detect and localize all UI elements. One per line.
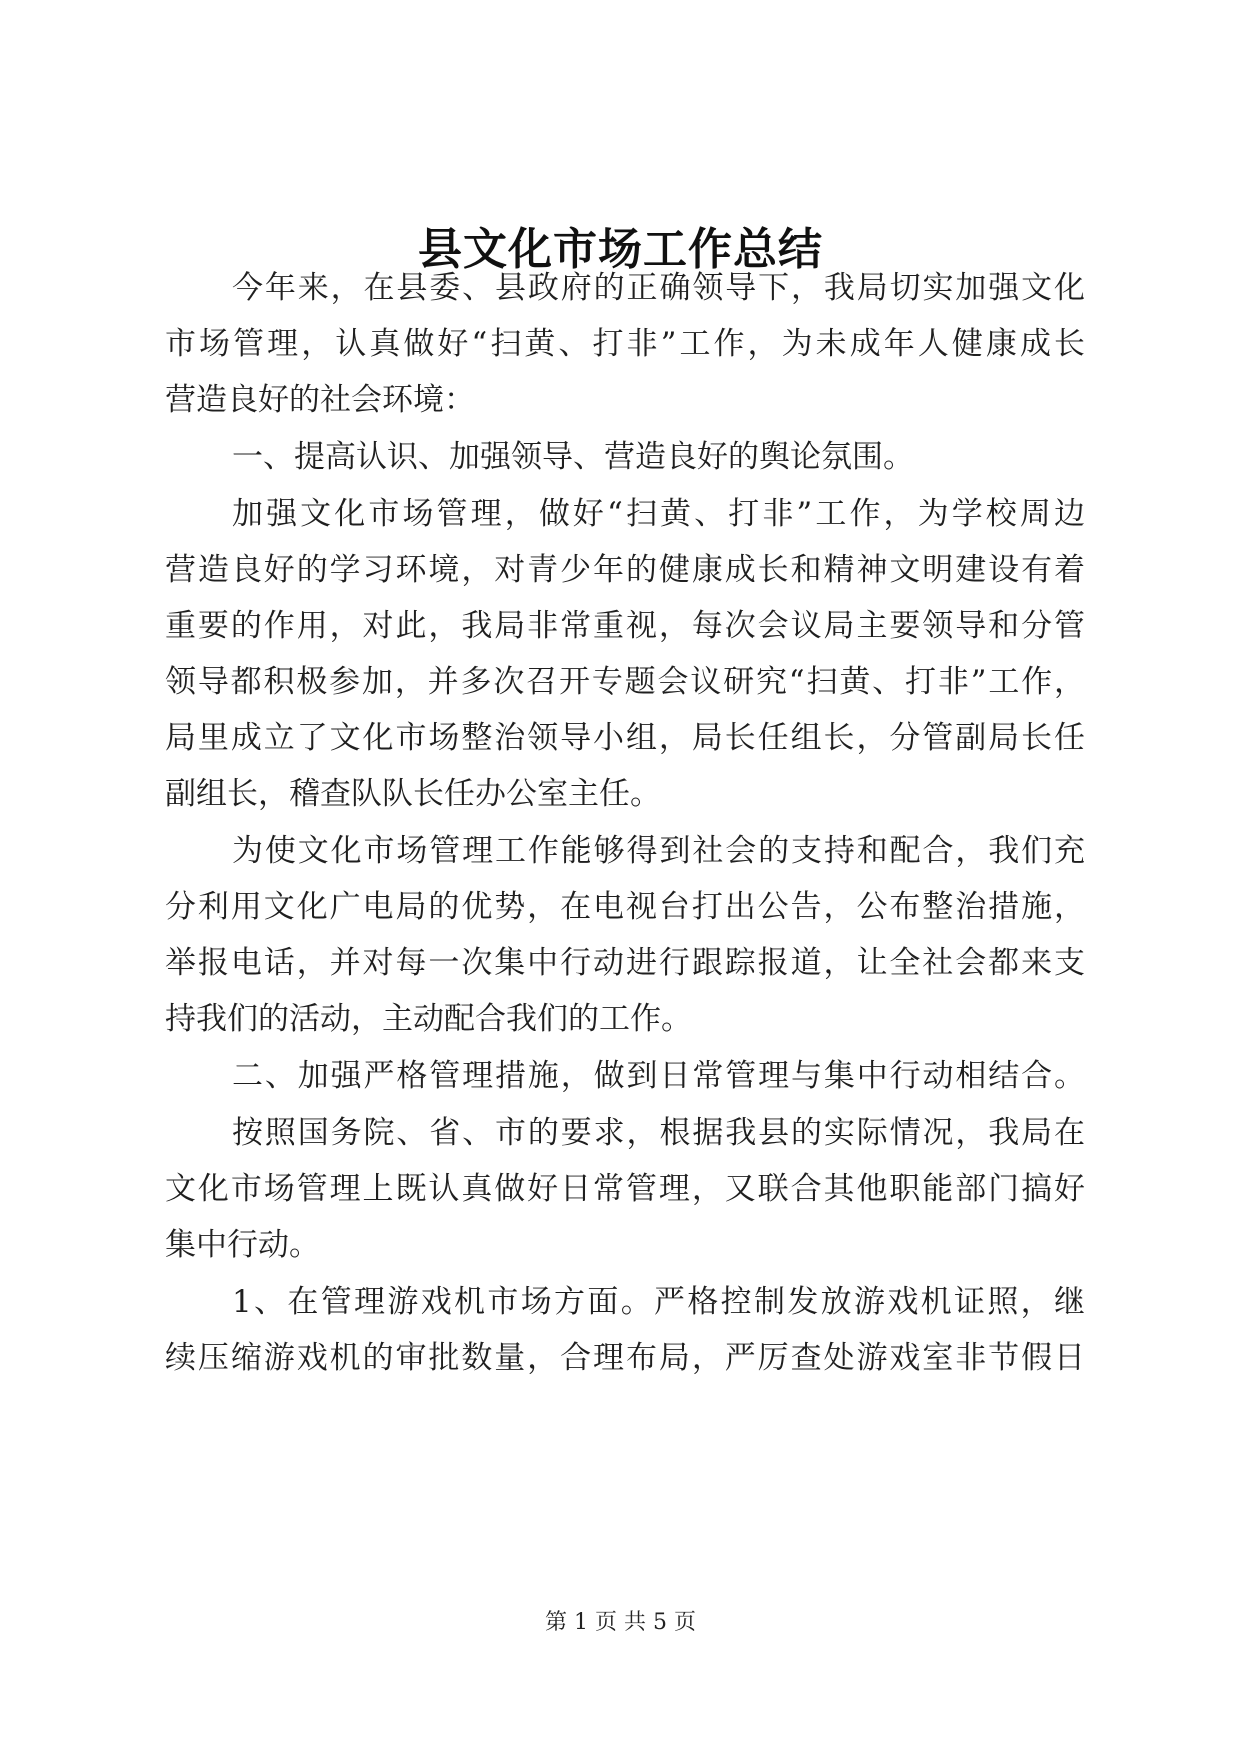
paragraph-line: 加强文化市场管理，做好“扫黄、打非”工作，为学校周边: [232, 496, 1085, 532]
paragraph-line: 营造良好的学习环境，对青少年的健康成长和精神文明建设有着: [165, 552, 1085, 588]
paragraph-line: 分利用文化广电局的优势，在电视台打出公告，公布整治措施，: [165, 889, 1085, 925]
paragraph-line: 为使文化市场管理工作能够得到社会的支持和配合，我们充: [232, 833, 1085, 869]
section-heading: 一、提高认识、加强领导、营造良好的舆论氛围。: [232, 439, 914, 475]
document-title: 县文化市场工作总结: [418, 224, 823, 275]
paragraph-line: 领导都积极参加，并多次召开专题会议研究“扫黄、打非”工作，: [165, 664, 1085, 700]
paragraph-line: 市场管理，认真做好“扫黄、打非”工作，为未成年人健康成长: [165, 326, 1085, 362]
page-footer: 第 1 页 共 5 页: [545, 1610, 696, 1635]
paragraph-line: 1、在管理游戏机市场方面。严格控制发放游戏机证照，继: [232, 1284, 1085, 1320]
paragraph-line: 持我们的活动，主动配合我们的工作。: [165, 1001, 692, 1037]
paragraph-line: 营造良好的社会环境：: [165, 382, 475, 418]
section-heading: 二、加强严格管理措施，做到日常管理与集中行动相结合。: [232, 1058, 1085, 1094]
paragraph-line: 重要的作用，对此，我局非常重视，每次会议局主要领导和分管: [165, 608, 1085, 644]
paragraph-line: 集中行动。: [165, 1227, 320, 1263]
paragraph-line: 举报电话，并对每一次集中行动进行跟踪报道，让全社会都来支: [165, 945, 1085, 981]
paragraph-line: 文化市场管理上既认真做好日常管理，又联合其他职能部门搞好: [165, 1171, 1085, 1207]
paragraph-line: 按照国务院、省、市的要求，根据我县的实际情况，我局在: [232, 1115, 1085, 1151]
paragraph-line: 续压缩游戏机的审批数量，合理布局，严厉查处游戏室非节假日: [165, 1340, 1085, 1376]
paragraph-line: 今年来，在县委、县政府的正确领导下，我局切实加强文化: [232, 270, 1085, 306]
paragraph-line: 局里成立了文化市场整治领导小组，局长任组长，分管副局长任: [165, 720, 1085, 756]
paragraph-line: 副组长，稽查队队长任办公室主任。: [165, 776, 661, 812]
